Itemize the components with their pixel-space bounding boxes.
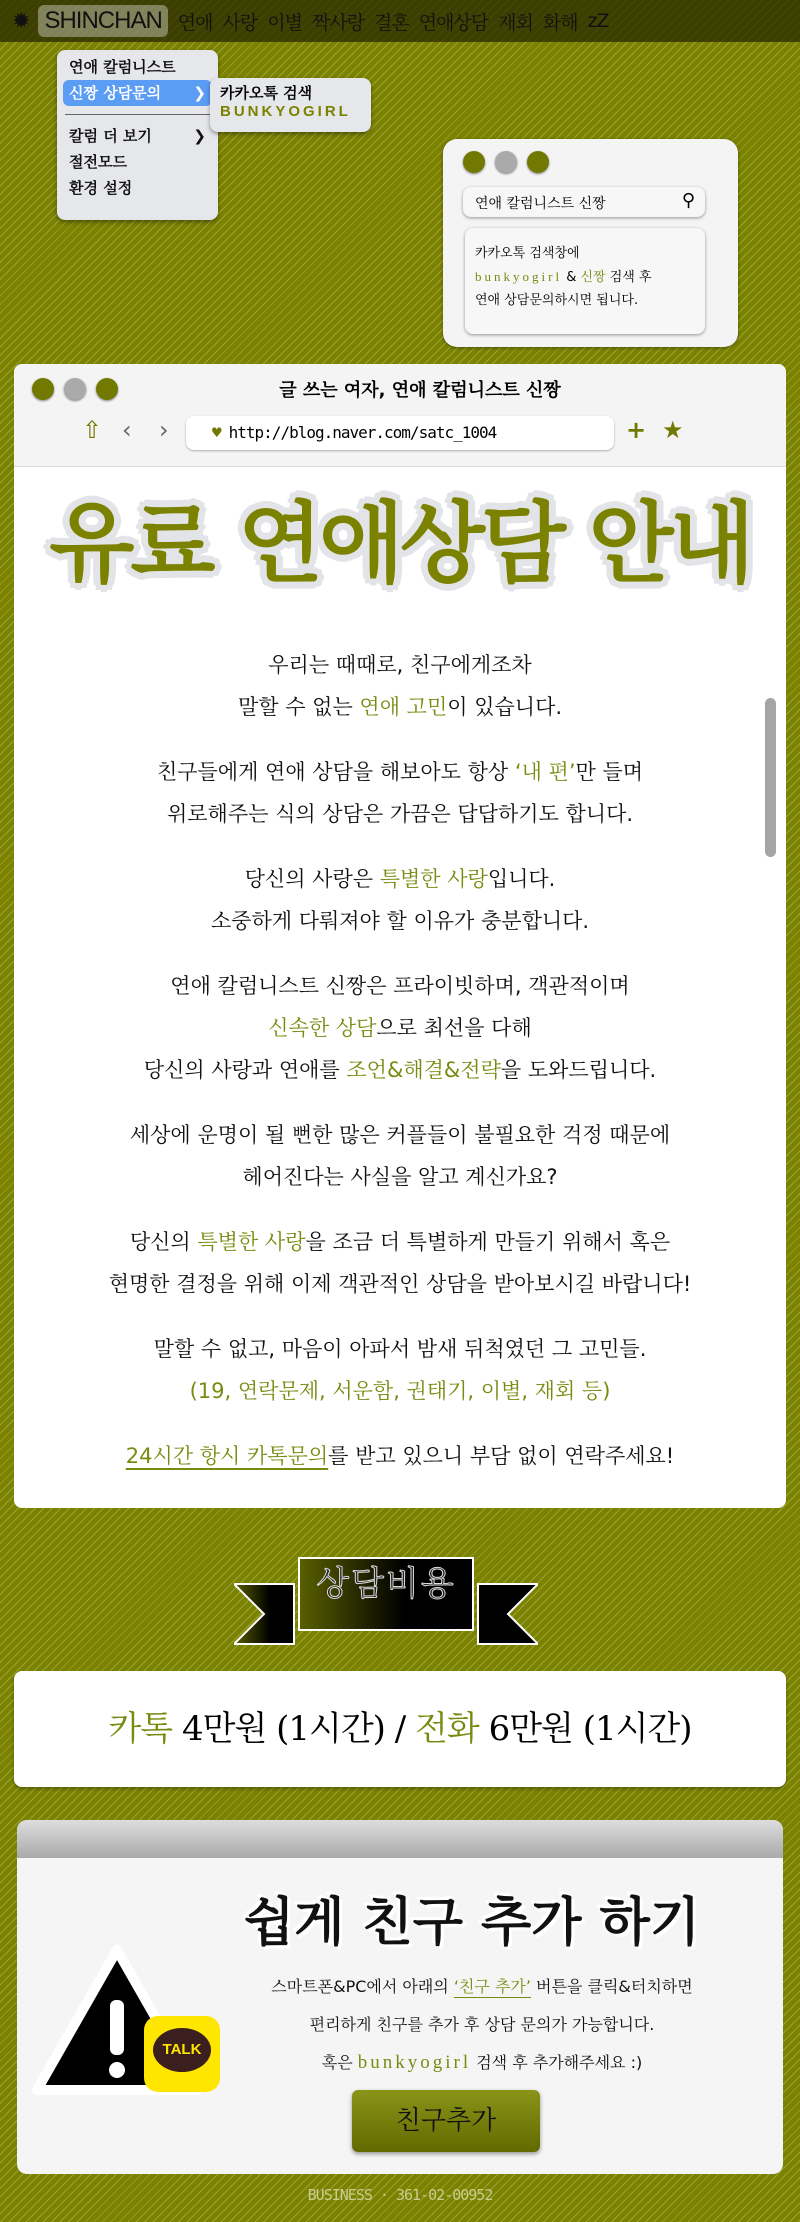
scrollbar[interactable]: [765, 698, 776, 857]
friend-title: 쉽게 친구 추가 하기: [243, 1893, 701, 1953]
chevron-right-icon: ❯: [193, 127, 206, 145]
article-paragraph: [14, 965, 786, 1091]
friend-description: [187, 1968, 777, 2082]
article-paragraph: [14, 1328, 786, 1412]
phone-label: 전화: [415, 1709, 479, 1749]
body-text: 소중하게 다뤄져야 할 이유가 충분합니다.: [210, 909, 590, 933]
body-text: 말할 수 없는: [237, 695, 360, 719]
nav-item[interactable]: 연애: [177, 11, 213, 34]
menu-item-more-columns[interactable]: [63, 123, 212, 149]
info-line: 카카오톡 검색창에: [475, 246, 580, 261]
body-text: 친구들에게 연애 상담을 해보아도 항상: [156, 760, 515, 784]
browser-title: 글 쓰는 여자, 연애 칼럼니스트 신짱: [279, 380, 561, 401]
highlight-text[interactable]: 24시간 항시 카톡문의: [125, 1444, 329, 1468]
highlight-text: 신속한 상담: [268, 1016, 377, 1040]
kakao-price: 4만원 (1시간): [181, 1709, 385, 1749]
article-line: [14, 644, 786, 686]
body-text: 만 들며: [575, 760, 644, 784]
article-line: [14, 1328, 786, 1370]
article-paragraph: [14, 1221, 786, 1305]
desc-text: 검색 후 추가해주세요 :): [471, 2053, 643, 2072]
body-text: 말할 수 없고, 마음이 아파서 밤새 뒤척였던 그 고민들.: [153, 1337, 647, 1361]
info-name: 신짱: [580, 270, 606, 285]
article-line: [14, 1007, 786, 1049]
body-text: 헤어진다는 사실을 알고 계신가요?: [242, 1165, 558, 1189]
window-dot-icon[interactable]: [463, 151, 485, 173]
chevron-right-icon: ❯: [193, 84, 206, 102]
desc-text: 버튼을 클릭&터치하면: [530, 1977, 693, 1996]
sun-icon[interactable]: ✹: [12, 8, 31, 34]
desc-text: 혹은: [321, 2053, 358, 2072]
heart-icon: ♥: [212, 423, 221, 442]
nav-item[interactable]: 화해: [542, 11, 578, 34]
body-text: 이 있습니다.: [447, 695, 563, 719]
talk-label: TALK: [153, 2028, 211, 2072]
window-dot-icon[interactable]: [527, 151, 549, 173]
body-text: 우리는 때때로, 친구에게조차: [268, 653, 532, 677]
submenu-item-id[interactable]: BUNKYOGIRL: [220, 103, 351, 120]
star-icon[interactable]: ★: [662, 416, 684, 444]
nav-item[interactable]: 사랑: [222, 11, 258, 34]
body-text: 을 조금 더 특별하게 만들기 위해서 혹은: [305, 1230, 671, 1254]
add-icon[interactable]: +: [626, 416, 647, 444]
article-line: [14, 1049, 786, 1091]
kakao-id: bunkyogirl: [357, 2052, 472, 2073]
body-text: 연애 칼럼니스트 신짱은 프라이빗하며, 객관적이며: [170, 974, 630, 998]
article-paragraph: [14, 644, 786, 728]
add-friend-button[interactable]: 친구추가: [352, 2090, 540, 2152]
desc-text: 편리하게 친구를 추가 후 상담 문의가 가능합니다.: [309, 2015, 655, 2034]
article-paragraph: [14, 1435, 786, 1477]
article-line: [14, 751, 786, 793]
highlight-text: (19, 연락문제, 서운함, 권태기, 이별, 재회 등): [189, 1379, 611, 1403]
article-body: [14, 644, 786, 1500]
highlight-text: 특별한 사랑: [379, 867, 488, 891]
mini-search-window: [443, 139, 738, 347]
browser-window: [14, 364, 786, 1508]
body-text: 위로해주는 식의 상담은 가끔은 답답하기도 합니다.: [166, 802, 634, 826]
article-line: [14, 1263, 786, 1305]
article-line: [14, 1156, 786, 1198]
info-amp: &: [566, 270, 577, 285]
nav-item[interactable]: zZ: [587, 10, 609, 32]
back-icon[interactable]: ‹: [122, 416, 132, 444]
menu-item-columnist[interactable]: 연애 칼럼니스트: [69, 58, 176, 76]
body-text: 당신의 사랑과 연애를: [143, 1058, 347, 1082]
menu-item-settings[interactable]: 환경 설정: [69, 179, 133, 197]
article-line: [14, 1221, 786, 1263]
highlight-text: 조언&해결&전략: [346, 1058, 501, 1082]
article-paragraph: [14, 858, 786, 942]
article-line: [14, 1370, 786, 1412]
cost-ribbon-label: 상담비용: [316, 1564, 456, 1604]
price-box: [14, 1671, 786, 1787]
article-paragraph: [14, 751, 786, 835]
browser-header: [14, 364, 786, 467]
body-text: 세상에 운명이 될 뻔한 많은 커플들이 불필요한 걱정 때문에: [129, 1123, 671, 1147]
menu-item-inquiry[interactable]: [63, 80, 212, 106]
body-text: 를 받고 있으니 부담 없이 연락주세요!: [328, 1444, 675, 1468]
body-text: 입니다.: [487, 867, 556, 891]
dropdown-menu: [57, 50, 218, 220]
url-text: http://blog.naver.com/satc_1004: [228, 423, 497, 442]
highlight-text: 연애 고민: [359, 695, 448, 719]
nav-item[interactable]: 연애상담: [418, 11, 489, 34]
nav-item[interactable]: 결혼: [374, 11, 409, 34]
nav-item[interactable]: 짝사랑: [311, 11, 364, 34]
article-line: [14, 1435, 786, 1477]
desc-highlight: ‘친구 추가’: [453, 1977, 531, 1996]
kakao-id: bunkyogirl: [475, 269, 563, 284]
body-text: 당신의 사랑은: [244, 867, 380, 891]
nav-item[interactable]: 이별: [267, 11, 302, 34]
body-text: 으로 최선을 다해: [376, 1016, 532, 1040]
submenu: [210, 78, 371, 132]
body-text: 당신의: [129, 1230, 198, 1254]
address-bar[interactable]: [186, 416, 614, 450]
brand-menu[interactable]: SHINCHAN: [38, 5, 167, 37]
search-input[interactable]: [463, 187, 705, 217]
info-after: 검색 후: [609, 270, 652, 285]
window-dot-icon[interactable]: [495, 151, 517, 173]
price-separator: /: [394, 1709, 406, 1749]
home-icon[interactable]: ⇧: [82, 416, 103, 444]
menu-item-label: 신짱 상담문의: [69, 84, 162, 102]
article-line: [14, 965, 786, 1007]
panel-header: [17, 1820, 783, 1858]
add-friend-panel: [17, 1820, 783, 2174]
highlight-text: 특별한 사랑: [197, 1230, 306, 1254]
kakao-label: 카톡: [108, 1709, 173, 1749]
menu-item-label: 칼럼 더 보기: [69, 127, 152, 145]
menu-item-power-save[interactable]: 절전모드: [69, 153, 127, 171]
phone-price: 6만원 (1시간): [488, 1709, 692, 1749]
desc-text: 스마트폰&PC에서 아래의: [271, 1977, 454, 1996]
article-line: [14, 793, 786, 835]
body-text: 현명한 결정을 위해 이제 객관적인 상담을 받아보시길 바랍니다!: [108, 1272, 692, 1296]
window-controls: [463, 151, 549, 173]
forward-icon[interactable]: ›: [159, 416, 169, 444]
body-text: 을 도와드립니다.: [500, 1058, 657, 1082]
menu-separator: [65, 114, 210, 115]
article-line: [14, 1114, 786, 1156]
info-line: 연애 상담문의하시면 됩니다.: [475, 293, 639, 308]
business-number: BUSINESS · 361-02-00952: [307, 2186, 493, 2204]
article-line: [14, 858, 786, 900]
article-line: [14, 900, 786, 942]
page-headline: 유료 연애상담 안내: [49, 492, 751, 595]
search-value: 연애 칼럼니스트 신짱: [475, 196, 606, 212]
article-line: [14, 686, 786, 728]
submenu-item-kakao-search[interactable]: 카카오톡 검색: [220, 84, 313, 102]
highlight-text: ‘내 편’: [514, 760, 576, 784]
info-box: [465, 228, 705, 334]
search-icon[interactable]: ⚲: [681, 190, 695, 211]
article-paragraph: [14, 1114, 786, 1198]
top-menu-bar: [0, 0, 800, 42]
nav-item[interactable]: 재회: [498, 11, 533, 34]
